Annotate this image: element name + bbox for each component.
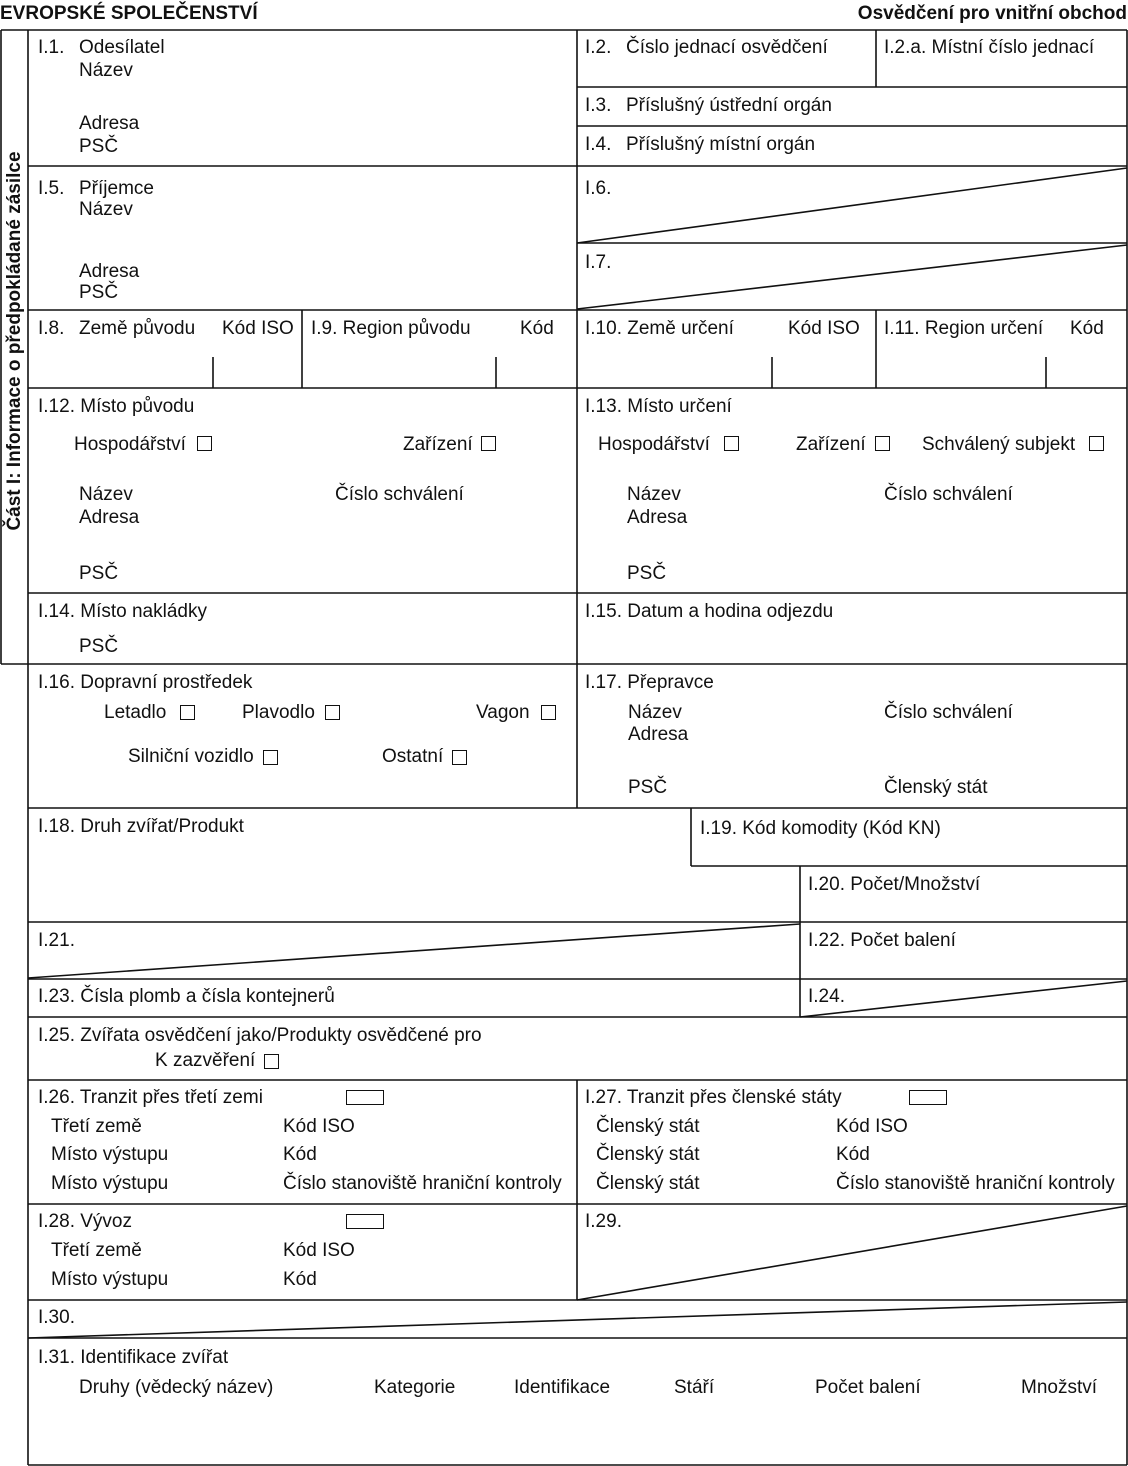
dest-postcode-label: PSČ <box>627 563 667 584</box>
transporter-name-label: Název <box>628 702 682 723</box>
i26-bip-code-label: Číslo stanoviště hraniční kontroly <box>283 1173 562 1194</box>
dest-address-label: Adresa <box>627 507 688 528</box>
loading-postcode-label: PSČ <box>79 636 119 657</box>
field-i9-title: I.9. Region původu <box>311 318 471 339</box>
dest-approved-body-label: Schválený subjekt <box>922 434 1076 455</box>
field-i3-number: I.3. <box>585 95 612 116</box>
origin-postcode-label: PSČ <box>79 563 119 584</box>
road-vehicle-label: Silniční vozidlo <box>128 746 254 767</box>
field-i10-title: I.10. Země určení <box>585 318 734 339</box>
field-i14-title: I.14. Místo nakládky <box>38 601 207 622</box>
origin-holding-checkbox[interactable] <box>197 436 212 451</box>
header-left: EVROPSKÉ SPOLEČENSTVÍ <box>0 3 258 24</box>
field-i8-iso-label: Kód ISO <box>222 318 294 339</box>
field-i29-number: I.29. <box>585 1211 622 1232</box>
other-transport-checkbox[interactable] <box>452 750 467 765</box>
field-i19-title: I.19. Kód komodity (Kód KN) <box>700 818 941 839</box>
i28-code-label: Kód <box>283 1269 317 1290</box>
consignee-postcode-label: PSČ <box>79 282 119 303</box>
field-i6-number: I.6. <box>585 178 612 199</box>
i27-checkbox[interactable] <box>909 1090 947 1105</box>
i26-exit-point-label: Místo výstupu <box>51 1144 169 1165</box>
i26-checkbox[interactable] <box>346 1090 384 1105</box>
dest-establishment-label: Zařízení <box>796 434 866 455</box>
aeroplane-label: Letadlo <box>104 702 167 723</box>
field-i17-title: I.17. Přepravce <box>585 672 714 693</box>
field-i5-number: I.5. <box>38 178 65 199</box>
origin-holding-label: Hospodářství <box>74 434 186 455</box>
field-i11-title: I.11. Region určení <box>884 318 1044 339</box>
field-i18-title: I.18. Druh zvířat/Produkt <box>38 816 244 837</box>
i26-iso-label: Kód ISO <box>283 1116 355 1137</box>
i31-col-category: Kategorie <box>374 1377 456 1398</box>
field-i11-code-label: Kód <box>1070 318 1104 339</box>
dest-name-label: Název <box>627 484 681 505</box>
consignor-postcode-label: PSČ <box>79 136 119 157</box>
field-i24-number: I.24. <box>808 986 845 1007</box>
field-i2-number: I.2. <box>585 37 612 58</box>
field-i2-title: Číslo jednací osvědčení <box>626 37 828 58</box>
i31-col-identification: Identifikace <box>514 1377 611 1398</box>
i31-col-packages: Počet balení <box>815 1377 921 1398</box>
consignee-address-label: Adresa <box>79 261 140 282</box>
wagon-checkbox[interactable] <box>541 705 556 720</box>
transporter-approval-label: Číslo schválení <box>884 702 1013 723</box>
field-i13-title: I.13. Místo určení <box>585 396 732 417</box>
dest-establishment-checkbox[interactable] <box>875 436 890 451</box>
origin-address-label: Adresa <box>79 507 140 528</box>
i31-col-species: Druhy (vědecký název) <box>79 1377 274 1398</box>
field-i1-title: Odesílatel <box>79 37 165 58</box>
field-i5-title: Příjemce <box>79 178 154 199</box>
aeroplane-checkbox[interactable] <box>180 705 195 720</box>
i26-third-country-label: Třetí země <box>51 1116 142 1137</box>
i28-exit-point-label: Místo výstupu <box>51 1269 169 1290</box>
dest-approval-label: Číslo schválení <box>884 484 1013 505</box>
field-i15-title: I.15. Datum a hodina odjezdu <box>585 601 834 622</box>
transporter-member-state-label: Členský stát <box>884 777 988 798</box>
field-i2a-title: I.2.a. Místní číslo jednací <box>884 37 1095 58</box>
header-right: Osvědčení pro vnitřní obchod <box>857 3 1127 24</box>
slaughter-checkbox[interactable] <box>264 1054 279 1069</box>
field-i7-number: I.7. <box>585 252 612 273</box>
i27-member-state-label-3: Členský stát <box>596 1173 700 1194</box>
origin-establishment-label: Zařízení <box>403 434 473 455</box>
i31-col-quantity: Množství <box>1021 1377 1098 1398</box>
field-i12-title: I.12. Místo původu <box>38 396 195 417</box>
slaughter-label: K zazvěření <box>155 1050 256 1071</box>
side-label: Část I: Informace o předpokládané zásilce <box>4 151 25 531</box>
field-i1-number: I.1. <box>38 37 65 58</box>
field-i30-number: I.30. <box>38 1307 75 1328</box>
road-vehicle-checkbox[interactable] <box>263 750 278 765</box>
consignor-address-label: Adresa <box>79 113 140 134</box>
transporter-address-label: Adresa <box>628 724 689 745</box>
i27-bip-code-label: Číslo stanoviště hraniční kontroly <box>836 1173 1115 1194</box>
consignor-name-label: Název <box>79 60 133 81</box>
field-i4-title: Příslušný místní orgán <box>626 134 816 155</box>
dest-holding-checkbox[interactable] <box>724 436 739 451</box>
field-i10-iso-label: Kód ISO <box>788 318 860 339</box>
i27-member-state-label-2: Členský stát <box>596 1144 700 1165</box>
field-i3-title: Příslušný ústřední orgán <box>626 95 832 116</box>
i26-exit-point-label-2: Místo výstupu <box>51 1173 169 1194</box>
i27-member-state-label: Členský stát <box>596 1116 700 1137</box>
i27-iso-label: Kód ISO <box>836 1116 908 1137</box>
dest-holding-label: Hospodářství <box>598 434 710 455</box>
origin-approval-label: Číslo schválení <box>335 484 464 505</box>
field-i23-title: I.23. Čísla plomb a čísla kontejnerů <box>38 986 335 1007</box>
i28-third-country-label: Třetí země <box>51 1240 142 1261</box>
field-i28-title: I.28. Vývoz <box>38 1211 132 1232</box>
consignee-name-label: Název <box>79 199 133 220</box>
i27-code-label: Kód <box>836 1144 870 1165</box>
origin-establishment-checkbox[interactable] <box>481 436 496 451</box>
field-i31-title: I.31. Identifikace zvířat <box>38 1347 229 1368</box>
field-i25-title: I.25. Zvířata osvědčení jako/Produkty osvědčené pro <box>38 1025 482 1046</box>
field-i16-title: I.16. Dopravní prostředek <box>38 672 253 693</box>
field-i26-title: I.26. Tranzit přes třetí zemi <box>38 1087 263 1108</box>
ship-label: Plavodlo <box>242 702 315 723</box>
field-i8-number: I.8. <box>38 318 65 339</box>
i31-col-age: Stáří <box>674 1377 715 1398</box>
ship-checkbox[interactable] <box>325 705 340 720</box>
transporter-postcode-label: PSČ <box>628 777 668 798</box>
other-transport-label: Ostatní <box>382 746 444 767</box>
origin-name-label: Název <box>79 484 133 505</box>
dest-approved-body-checkbox[interactable] <box>1089 436 1104 451</box>
i28-iso-label: Kód ISO <box>283 1240 355 1261</box>
i28-checkbox[interactable] <box>346 1214 384 1229</box>
field-i27-title: I.27. Tranzit přes členské státy <box>585 1087 842 1108</box>
field-i20-title: I.20. Počet/Množství <box>808 874 981 895</box>
field-i22-title: I.22. Počet balení <box>808 930 956 951</box>
field-i4-number: I.4. <box>585 134 612 155</box>
field-i21-number: I.21. <box>38 930 75 951</box>
wagon-label: Vagon <box>476 702 530 723</box>
i26-code-label: Kód <box>283 1144 317 1165</box>
field-i9-code-label: Kód <box>520 318 554 339</box>
field-i8-title: Země původu <box>79 318 196 339</box>
